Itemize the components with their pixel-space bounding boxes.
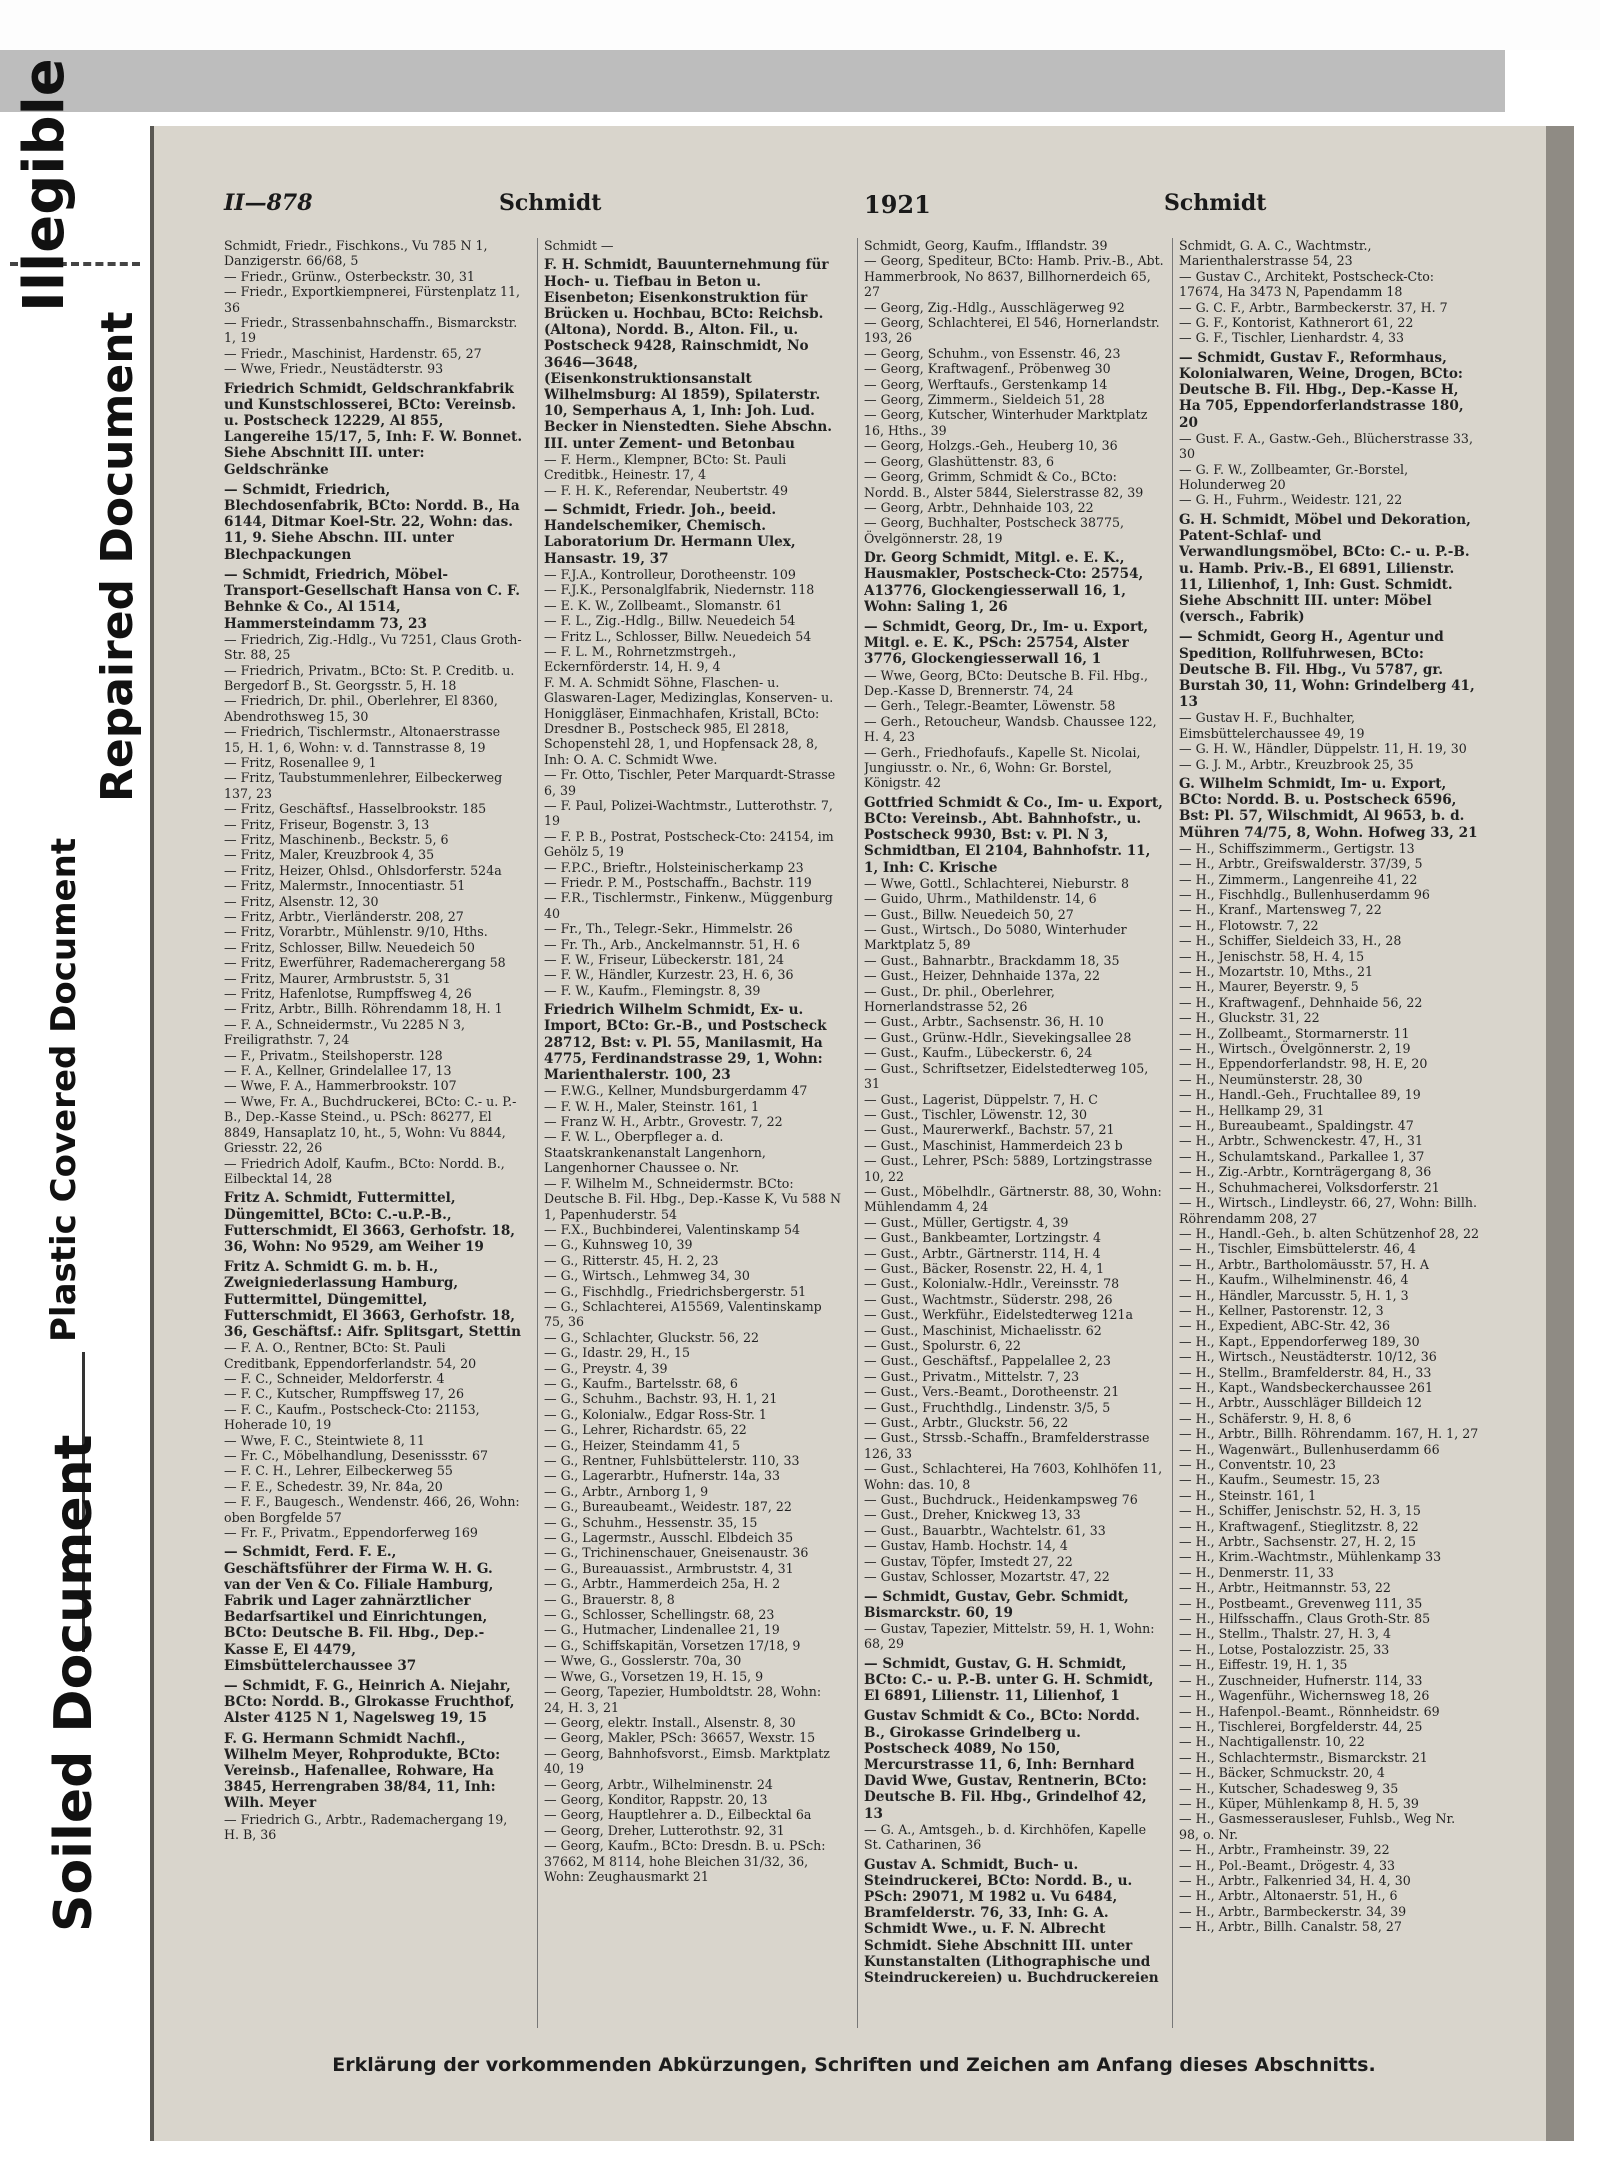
directory-entry: Schmidt —	[544, 238, 614, 253]
directory-entry: — G. C. F., Arbtr., Barmbeckerstr. 37, H. 7	[1179, 299, 1448, 315]
directory-entry: — Schmidt, Gustav F., Reformhaus, Kolonialwaren, Weine, Drogen, BCto: Deutsche B. Fil. Hbg., Dep.-Kasse H, Ha 705, Eppendorferlandstrasse 180, 20	[1179, 349, 1464, 431]
directory-entry: — G., Heizer, Steindamm 41, 5	[544, 1437, 741, 1453]
directory-entry: — H., Stellm., Bramfelderstr. 84, H., 33	[1179, 1364, 1432, 1380]
directory-entry: — Georg, Arbtr., Dehnhaide 103, 22	[864, 499, 1094, 515]
directory-entry: — G., Lagerarbtr., Hufnerstr. 14a, 33	[544, 1468, 780, 1484]
directory-entry: — Gust., Maschinist, Hammerdeich 23 b	[864, 1137, 1123, 1153]
directory-entry: Schmidt, Georg, Kaufm., Ifflandstr. 39	[864, 238, 1108, 253]
directory-entry: — H., Maurer, Beyerstr. 9, 5	[1179, 979, 1359, 995]
directory-entry: — H., Tischler, Eimsbüttelerstr. 46, 4	[1179, 1241, 1416, 1257]
directory-entry: — G. F., Kontorist, Kathnerort 61, 22	[1179, 315, 1414, 331]
directory-entry: — Friedr., Exportkiempnerei, Fürstenplatz 11, 36	[224, 284, 521, 315]
directory-entry: F. M. A. Schmidt Söhne, Flaschen- u. Glaswaren-Lager, Medizinglas, Konserven- u. Honiggläser, Einmachhafen, Kristall, BCto: Dresdner B., Postscheck 985, El 2818, Schopenstehl 28, 1, und Hopfensack 28, 8, Inh: O. A. C. Schmidt Wwe.	[544, 674, 834, 767]
directory-entry: Fritz A. Schmidt G. m. b. H., Zweigniederlassung Hamburg, Futtermittel, Düngemittel, Futterschmidt, El 3663, Gerhofstr. 18, 36, Geschäftsf.: Aifr. Splitsgart, Stettin	[224, 1259, 521, 1340]
directory-entry: — Friedr. P. M., Postschaffn., Bachstr. 119	[544, 875, 812, 890]
directory-entry: — Gustav, Schlosser, Mozartstr. 47, 22	[864, 1569, 1110, 1585]
directory-column-2	[544, 238, 844, 2028]
directory-entry: — Gustav, Töpfer, Imstedt 27, 22	[864, 1553, 1073, 1569]
directory-entry: — G., Wirtsch., Lehmweg 34, 30	[544, 1268, 750, 1284]
directory-entry: — H., Krim.-Wachtmstr., Mühlenkamp 33	[1179, 1549, 1442, 1565]
directory-entry: — G., Idastr. 29, H., 15	[544, 1345, 690, 1361]
directory-entry: — Gust., Arbtr., Sachsenstr. 36, H. 10	[864, 1014, 1104, 1030]
directory-entry: — H., Bäcker, Schmuckstr. 20, 4	[1179, 1765, 1385, 1781]
directory-entry: — H., Expedient, ABC-Str. 42, 36	[1179, 1318, 1390, 1334]
directory-entry: — H., Wirtsch., Lindleystr. 66, 27, Wohn: Billh. Röhrendamm 208, 27	[1179, 1195, 1478, 1226]
directory-entry: — F. A., Schneidermstr., Vu 2285 N 3, Freiligrathstr. 7, 24	[224, 1016, 466, 1048]
directory-entry: — Wwe, Fr. A., Buchdruckerei, BCto: C.- u. P.-B., Dep.-Kasse Steind., u. PSch: 86277, El 8849, Hansaplatz 10, ht., 5, Wohn: Vu 8844, Griesstr. 22, 26	[224, 1093, 517, 1156]
directory-entry: — Fr. Th., Arb., Anckelmannstr. 51, H. 6	[544, 936, 800, 952]
directory-entry: Friedrich Wilhelm Schmidt, Ex- u. Import, BCto: Gr.-B., und Postscheck 28712, Bst: v. Pl. 55, Manilasmit, Ha 4775, Ferdinandstrasse 29, 1, Wohn: Marienthalerstr. 100, 23	[544, 1002, 827, 1084]
directory-entry: — G., Schiffskapitän, Vorsetzen 17/18, 9	[544, 1637, 801, 1653]
directory-entry: G. H. Schmidt, Möbel und Dekoration, Patent-Schlaf- und Verwandlungsmöbel, BCto: C.- u. P.-B. u. Hamb. Priv.-B., El 6891, Lilienstr. 11, Lilienhof, 1, Inh: Gust. Schmidt. Siehe Abschnitt III. unter: Möbel (versch., Fabrik)	[1179, 511, 1471, 626]
directory-entry: — H., Hilfsschaffn., Claus Groth-Str. 85	[1179, 1611, 1431, 1627]
directory-entry: — Gust., Buchdruck., Heidenkampsweg 76	[864, 1492, 1138, 1508]
directory-entry: — H., Schuhmacherei, Volksdorferstr. 21	[1179, 1179, 1440, 1195]
directory-entry: — Gust., Müller, Gertigstr. 4, 39	[864, 1214, 1069, 1230]
directory-entry: — Friedrich Adolf, Kaufm., BCto: Nordd. B., Eilbecktal 14, 28	[224, 1155, 505, 1186]
directory-entry: — F. Herm., Klempner, BCto: St. Pauli Creditbk., Heinestr. 17, 4	[544, 451, 787, 483]
directory-entry: — Fritz, Maurer, Armbruststr. 5, 31	[224, 970, 451, 986]
directory-entry: — Georg, Spediteur, BCto: Hamb. Priv.-B., Abt. Hammerbrook, No 8637, Billhornerdeich 65, 27	[864, 253, 1164, 300]
directory-entry: — H., Schiffer, Jenischstr. 52, H. 3, 15	[1179, 1503, 1421, 1519]
directory-entry: — Friedr., Maschinist, Hardenstr. 65, 27	[224, 345, 482, 361]
directory-entry: — Friedrich, Dr. phil., Oberlehrer, El 8360, Abendrothsweg 15, 30	[224, 693, 498, 724]
directory-entry: — F. C., Schneider, Meldorferstr. 4	[224, 1370, 445, 1386]
directory-entry: — H., Schiffszimmerm., Gertigstr. 13	[1179, 840, 1415, 856]
directory-entry: — H., Arbtr., Sachsenstr. 27, H. 2, 15	[1179, 1534, 1417, 1550]
directory-entry: — G., Schuhm., Bachstr. 93, H. 1, 21	[544, 1391, 778, 1407]
directory-entry: — H., Küper, Mühlenkamp 8, H. 5, 39	[1179, 1795, 1419, 1811]
directory-entry: — H., Kraftwagenf., Stieglitzstr. 8, 22	[1179, 1518, 1419, 1534]
directory-entry: G. Wilhelm Schmidt, Im- u. Export, BCto: Nordd. B. u. Postscheck 6596, Bst: Pl. 57, Wilschmidt, Al 9653, b. d. Mühren 74/75, 8, Wohn. Hofweg 33, 21	[1179, 775, 1478, 841]
directory-entry: — F. L., Zig.-Hdlg., Billw. Neuedeich 54	[544, 613, 796, 629]
directory-entry: — H., Gluckstr. 31, 22	[1179, 1010, 1320, 1026]
running-header	[154, 190, 1554, 230]
directory-entry: — Gust., Privatm., Mittelstr. 7, 23	[864, 1368, 1080, 1384]
directory-entry: — Gust., Strssb.-Schaffn., Bramfelderstrasse 126, 33	[864, 1430, 1150, 1461]
directory-entry: — Georg, Bahnhofsvorst., Eimsb. Marktplatz 40, 19	[544, 1745, 830, 1777]
directory-entry: — H., Hellkamp 29, 31	[1179, 1102, 1325, 1118]
directory-entry: — H., Bureaubeamt., Spaldingstr. 47	[1179, 1118, 1414, 1134]
directory-entry: — Gust., Arbtr., Gärtnerstr. 114, H. 4	[864, 1245, 1101, 1261]
directory-entry: — Gust., Dreher, Knickweg 13, 33	[864, 1507, 1081, 1523]
directory-entry: — Gust., Werkführ., Eidelstedterweg 121a	[864, 1307, 1134, 1323]
header-left-name: Schmidt	[499, 190, 602, 216]
directory-entry: — G. F. W., Zollbeamter, Gr.-Borstel, Holunderweg 20	[1179, 461, 1409, 493]
directory-entry: — G., Fischhdlg., Friedrichsbergerstr. 51	[544, 1283, 807, 1299]
directory-entry: — Fritz, Maschinenb., Beckstr. 5, 6	[224, 831, 449, 847]
directory-entry: — Georg, Schuhm., von Essenstr. 46, 23	[864, 345, 1121, 361]
directory-entry: — H., Zimmerm., Langenreihe 41, 22	[1179, 871, 1418, 887]
directory-entry: — Gerh., Friedhofaufs., Kapelle St. Nicolai, Jungiusstr. o. Nr., 6, Wohn: Gr. Borstel, Königstr. 42	[864, 744, 1141, 791]
directory-entry: — Gust., Möbelhdlr., Gärtnerstr. 88, 30, Wohn: Mühlendamm 4, 24	[864, 1183, 1162, 1215]
directory-entry: — Friedr., Grünw., Osterbeckstr. 30, 31	[224, 268, 475, 284]
directory-entry: — Schmidt, Gustav, G. H. Schmidt, BCto: C.- u. P.-B. unter G. H. Schmidt, El 6891, Lilienstr. 11, Lilienhof, 1	[864, 1655, 1154, 1705]
directory-entry: — Fritz, Rosenallee 9, 1	[224, 754, 377, 770]
directory-entry: — Friedrich, Zig.-Hdlg., Vu 7251, Claus Groth-Str. 88, 25	[224, 631, 522, 663]
directory-entry: — H., Händler, Marcusstr. 5, H. 1, 3	[1179, 1287, 1409, 1303]
directory-entry: — Fr. C., Möbelhandlung, Desenissstr. 67	[224, 1448, 489, 1463]
directory-entry: — G., Lehrer, Richardstr. 65, 22	[544, 1422, 747, 1438]
directory-entry: — Gust. F. A., Gastw.-Geh., Blücherstrasse 33, 30	[1179, 430, 1473, 462]
directory-entry: — H., Kraftwagenf., Dehnhaide 56, 22	[1179, 994, 1423, 1010]
directory-entry: — F. L. M., Rohrnetzmstrgeh., Eckernförderstr. 14, H. 9, 4	[544, 643, 737, 675]
directory-entry: — Wwe, F. A., Hammerbrookstr. 107	[224, 1078, 457, 1094]
directory-entry: — G., Ritterstr. 45, H. 2, 23	[544, 1252, 719, 1268]
directory-entry: — Gust., Schlachterei, Ha 7603, Kohlhöfen 11, Wohn: das. 10, 8	[864, 1461, 1163, 1492]
scan-border	[0, 50, 1600, 112]
directory-entry: — Gustav H. F., Buchhalter, Eimsbüttelerchaussee 49, 19	[1179, 710, 1365, 741]
directory-entry: Schmidt, Friedr., Fischkons., Vu 785 N 1, Danzigerstr. 66/68, 5	[224, 238, 488, 269]
directory-entry: — Schmidt, Friedr. Joh., beeid. Handelschemiker, Chemisch. Laboratorium Dr. Hermann Ulex, Hansastr. 19, 37	[544, 502, 796, 567]
directory-entry: — Georg, Kutscher, Winterhuder Marktplatz 16, Hths., 39	[864, 407, 1148, 438]
label-soiled-document: Soiled Document	[44, 1434, 104, 1932]
directory-entry: — Gustav, Hamb. Hochstr. 14, 4	[864, 1538, 1068, 1554]
directory-entry: — F.J.A., Kontrolleur, Dorotheenstr. 109	[544, 566, 796, 582]
directory-entry: — H., Arbtr., Schwenckestr. 47, H., 31	[1179, 1133, 1423, 1149]
directory-entry: — Georg, Zig.-Hdlg., Ausschlägerweg 92	[864, 299, 1125, 315]
directory-entry: — H., Kranf., Martensweg 7, 22	[1179, 902, 1382, 918]
directory-entry: — G., Kuhnsweg 10, 39	[544, 1237, 693, 1253]
directory-entry: — F. C., Kutscher, Rumpffsweg 17, 26	[224, 1386, 464, 1402]
directory-entry: — H., Flotowstr. 7, 22	[1179, 917, 1319, 933]
directory-entry: — Georg, Schlachterei, El 546, Hornerlandstr. 193, 26	[864, 315, 1160, 346]
directory-entry: — F.J.K., Personalglfabrik, Niedernstr. 118	[544, 582, 815, 598]
directory-entry: — H., Arbtr., Greifswalderstr. 37/39, 5	[1179, 856, 1423, 872]
directory-entry: — Wwe, G., Gosslerstr. 70a, 30	[544, 1653, 742, 1669]
directory-entry: — H., Mozartstr. 10, Mths., 21	[1179, 964, 1374, 980]
directory-entry: — Georg, Buchhalter, Postscheck 38775, Övelgönnerstr. 28, 19	[864, 515, 1125, 546]
directory-entry: — H., Lotse, Postalozzistr. 25, 33	[1179, 1641, 1390, 1657]
directory-entry: — G. H. W., Händler, Düppelstr. 11, H. 19, 30	[1179, 741, 1467, 757]
directory-entry: — H., Jenischstr. 58, H. 4, 15	[1179, 948, 1365, 964]
directory-entry: — F., Privatm., Steilshoperstr. 128	[224, 1047, 443, 1063]
directory-entry: — Georg, Tapezier, Humboldtstr. 28, Wohn: 24, H. 3, 21	[544, 1684, 822, 1715]
directory-entry: — G., Kolonialw., Edgar Ross-Str. 1	[544, 1406, 767, 1422]
directory-entry: — G., Schlosser, Schellingstr. 68, 23	[544, 1607, 775, 1623]
directory-entry: — Fr. Otto, Tischler, Peter Marquardt-Strasse 6, 39	[544, 767, 836, 798]
directory-entry: — Fritz, Friseur, Bogenstr. 3, 13	[224, 816, 430, 832]
directory-entry: — E. K. W., Zollbeamt., Slomanstr. 61	[544, 597, 783, 613]
directory-entry: — Wwe, F. C., Steintwiete 8, 11	[224, 1432, 425, 1448]
directory-entry: — F.W.G., Kellner, Mundsburgerdamm 47	[544, 1083, 808, 1099]
directory-entry: Gottfried Schmidt & Co., Im- u. Export, BCto: Vereinsb., Abt. Bahnhofstr., u. Postscheck 9930, Bst: v. Pl. N 3, Schmidtban, El 2104, Bahnhofstr. 11, 1, Inh: C. Krische	[864, 794, 1163, 876]
directory-entry: — F. A., Kellner, Grindelallee 17, 13	[224, 1063, 452, 1079]
directory-entry: — Gust., Kaufm., Lübeckerstr. 6, 24	[864, 1045, 1093, 1061]
directory-entry: — F. W. L., Oberpfleger a. d. Staatskrankenanstalt Langenhorn, Langenhorner Chaussee o. Nr.	[544, 1129, 766, 1176]
column-rule	[857, 238, 858, 2028]
directory-entry: — H., Arbtr., Barmbeckerstr. 34, 39	[1179, 1903, 1407, 1919]
directory-entry: — Gust., Vers.-Beamt., Dorotheenstr. 21	[864, 1384, 1120, 1400]
directory-entry: — Fritz, Geschäftsf., Hasselbrookstr. 185	[224, 801, 487, 817]
directory-entry: — H., Handl.-Geh., Fruchtallee 89, 19	[1179, 1087, 1421, 1103]
directory-entry: — Fritz, Arbtr., Billh. Röhrendamm 18, H. 1	[224, 1001, 503, 1017]
directory-entry: — H., Stellm., Thalstr. 27, H. 3, 4	[1179, 1626, 1392, 1642]
directory-entry: — Gust., Geschäftsf., Pappelallee 2, 23	[864, 1353, 1111, 1369]
header-right-name: Schmidt	[1164, 190, 1267, 216]
directory-entry: — Gust., Maschinist, Michaelisstr. 62	[864, 1322, 1102, 1338]
top-margin	[0, 0, 1600, 50]
directory-entry: — Schmidt, Ferd. F. E., Geschäftsführer der Firma W. H. G. van der Ven & Co. Filiale Hamburg, Fabrik und Lager zahnärztlicher Bedarfsartikel und Einrichtungen, BCto: Deutsche B. Fil. Hbg., Dep.-Kasse E, El 4479, Eimsbüttelerchaussee 37	[224, 1544, 494, 1674]
directory-entry: — Fritz, Heizer, Ohlsd., Ohlsdorferstr. 524a	[224, 862, 502, 878]
directory-entry: — G. F., Tischler, Lienhardstr. 4, 33	[1179, 330, 1405, 346]
directory-entry: — H., Wagenführ., Wichernsweg 18, 26	[1179, 1688, 1430, 1704]
directory-entry: — F. W., Friseur, Lübeckerstr. 181, 24	[544, 952, 784, 968]
directory-entry: — Gustav, Tapezier, Mittelstr. 59, H. 1, Wohn: 68, 29	[864, 1620, 1155, 1652]
directory-entry: — G., Schlachter, Gluckstr. 56, 22	[544, 1329, 759, 1345]
directory-entry: — G., Rentner, Fuhlsbüttelerstr. 110, 33	[544, 1453, 800, 1469]
directory-entry: — G., Arbtr., Hammerdeich 25a, H. 2	[544, 1576, 781, 1592]
directory-entry: — Friedrich, Tischlermstr., Altonaerstrasse 15, H. 1, 6, Wohn: v. d. Tannstrasse 8, 19	[224, 724, 501, 755]
directory-entry: — G., Trichinenschauer, Gneisenaustr. 36	[544, 1545, 809, 1561]
directory-entry: — Fr. F., Privatm., Eppendorferweg 169	[224, 1525, 478, 1541]
directory-entry: — Fritz, Arbtr., Vierländerstr. 208, 27	[224, 909, 464, 925]
label-strip	[0, 58, 148, 2177]
directory-entry: — H., Kaufm., Wilhelminenstr. 46, 4	[1179, 1272, 1409, 1288]
directory-entry: — F. W., Kaufm., Flemingstr. 8, 39	[544, 982, 761, 998]
directory-entry: — Gust., Spolurstr. 6, 22	[864, 1338, 1021, 1353]
directory-entry: — G. H., Fuhrm., Weidestr. 121, 22	[1179, 492, 1403, 508]
directory-entry: — Georg, elektr. Install., Alsenstr. 8, 30	[544, 1714, 796, 1730]
directory-entry: — Gust., Lagerist, Düppelstr. 7, H. C	[864, 1091, 1098, 1107]
directory-entry: — Gust., Heizer, Dehnhaide 137a, 22	[864, 968, 1101, 984]
directory-entry: Schmidt, G. A. C., Wachtmstr., Marienthalerstrasse 54, 23	[1179, 238, 1372, 269]
directory-entry: — Fr., Th., Telegr.-Sekr., Himmelstr. 26	[544, 921, 793, 937]
directory-entry: — H., Arbtr., Ausschläger Billdeich 12	[1179, 1395, 1422, 1411]
directory-entry: — H., Schulamtskand., Parkallee 1, 37	[1179, 1148, 1425, 1164]
directory-entry: — F.X., Buchbinderei, Valentinskamp 54	[544, 1221, 800, 1237]
directory-entry: — Georg, Grimm, Schmidt & Co., BCto: Nordd. B., Alster 5844, Sielerstrasse 82, 39	[864, 469, 1144, 500]
directory-entry: — H., Schiffer, Sieldeich 33, H., 28	[1179, 933, 1402, 949]
directory-entry: Gustav Schmidt & Co., BCto: Nordd. B., Girokasse Grindelberg u. Postscheck 4089, No 150, Mercurstrasse 11, 6, Inh: Bernhard David Wwe, Gustav, Rentnerin, BCto: Deutsche B. Fil. Hbg., Grindelhof 42, 13	[864, 1708, 1147, 1822]
directory-entry: — Gust., Billw. Neuedeich 50, 27	[864, 906, 1074, 922]
directory-entry: — H., Kutscher, Schadesweg 9, 35	[1179, 1780, 1399, 1796]
scan-border-corner	[1505, 50, 1600, 112]
directory-entry: — Gust., Tischler, Löwenstr. 12, 30	[864, 1106, 1087, 1122]
directory-entry: — Schmidt, Georg H., Agentur und Spedition, Rollfuhrwesen, BCto: Deutsche B. Fil. Hbg., Vu 5787, gr. Burstah 30, 11, Wohn: Grindelberg 41, 13	[1179, 629, 1475, 711]
directory-entry: — Gust., Schriftsetzer, Eidelstedterweg 105, 31	[864, 1060, 1149, 1092]
directory-entry: — F. E., Schedestr. 39, Nr. 84a, 20	[224, 1478, 443, 1494]
directory-entry: — Fritz, Malermstr., Innocentiastr. 51	[224, 878, 466, 894]
directory-entry: — Schmidt, Friedrich, Blechdosenfabrik, BCto: Nordd. B., Ha 6144, Ditmar Koel-Str. 22, Wohn: das. 11, 9. Siehe Abschn. III. unter Blechpackungen	[224, 481, 520, 563]
directory-entry: — Fritz, Taubstummenlehrer, Eilbeckerweg 137, 23	[224, 770, 503, 801]
directory-entry: — H., Eppendorferlandstr. 98, H. E, 20	[1179, 1056, 1428, 1072]
directory-entry: — H., Kapt., Wandsbeckerchaussee 261	[1179, 1379, 1433, 1395]
directory-entry: — F.R., Tischlermstr., Finkenw., Müggenburg 40	[544, 890, 833, 921]
directory-entry: — H., Arbtr., Billh. Röhrendamm. 167, H. 1, 27	[1179, 1426, 1479, 1442]
directory-entry: — H., Zig.-Arbtr., Kornträgergang 8, 36	[1179, 1164, 1432, 1180]
directory-entry: — H., Denmerstr. 11, 33	[1179, 1564, 1334, 1580]
directory-entry: — G. A., Amtsgeh., b. d. Kirchhöfen, Kapelle St. Catharinen, 36	[864, 1821, 1147, 1853]
directory-entry: — Georg, Makler, PSch: 36657, Wexstr. 15	[544, 1730, 816, 1746]
directory-entry: Dr. Georg Schmidt, Mitgl. e. E. K., Hausmakler, Postscheck-Cto: 25754, A13776, Glockengiesserwall 16, 1, Wohn: Saling 1, 26	[864, 550, 1144, 615]
directory-entry: — H., Conventstr. 10, 23	[1179, 1457, 1336, 1473]
directory-entry: — H., Postbeamt., Grevenweg 111, 35	[1179, 1595, 1423, 1611]
header-year: 1921	[864, 190, 931, 219]
directory-entry: — Fritz, Alsenstr. 12, 30	[224, 893, 379, 909]
label-illegible: Illegible	[12, 58, 77, 312]
directory-entry: — G., Preystr. 4, 39	[544, 1360, 668, 1376]
directory-entry: — H., Arbtr., Heitmannstr. 53, 22	[1179, 1580, 1391, 1596]
directory-entry: — Fritz, Vorarbtr., Mühlenstr. 9/10, Hths.	[224, 924, 488, 940]
directory-entry: — Gerh., Telegr.-Beamter, Löwenstr. 58	[864, 698, 1116, 714]
directory-entry: — G., Bureaubeamt., Weidestr. 187, 22	[544, 1499, 792, 1515]
directory-entry: — F. Paul, Polizei-Wachtmstr., Lutterothstr. 7, 19	[544, 797, 833, 829]
directory-entry: — Wwe, Friedr., Neustädterstr. 93	[224, 361, 444, 377]
directory-entry: — Wwe, Georg, BCto: Deutsche B. Fil. Hbg., Dep.-Kasse D, Brennerstr. 74, 24	[864, 667, 1148, 698]
directory-entry: F. G. Hermann Schmidt Nachfl., Wilhelm Meyer, Rohprodukte, BCto: Vereinsb., Hafenallee, Rohware, Ha 3845, Herrengraben 38/84, 11, Inh: Wilh. Meyer	[224, 1730, 501, 1812]
directory-entry: Gustav A. Schmidt, Buch- u. Steindruckerei, BCto: Nordd. B., u. PSch: 29071, M 1982 u. Vu 6484, Bramfelderstr. 76, 33, Inh: G. A. Schmidt Wwe., u. F. N. Albrecht Schmidt. Siehe Abschnitt III. unter Kunstanstalten (Lithographische und Steindruckereien) u. Buchdruckereien	[864, 1856, 1159, 1986]
directory-entry: — G., Hutmacher, Lindenallee 21, 19	[544, 1622, 780, 1638]
directory-entry: — Georg, Zimmerm., Sieldeich 51, 28	[864, 392, 1105, 408]
directory-entry: Fritz A. Schmidt, Futtermittel, Düngemittel, BCto: C.-u.P.-B., Futterschmidt, El 3663, Gerhofstr. 18, 36, Wohn: No 9529, am Weiher 19	[224, 1190, 516, 1255]
directory-entry: — Schmidt, F. G., Heinrich A. Niejahr, BCto: Nordd. B., Glrokasse Fruchthof, Alster 4125 N 1, Nagelsweg 19, 15	[224, 1678, 515, 1727]
directory-entry: — H., Schäferstr. 9, H. 8, 6	[1179, 1410, 1352, 1426]
directory-entry: — Georg, Konditor, Rappstr. 20, 13	[544, 1791, 768, 1807]
directory-entry: — Gust., Fruchthdlg., Lindenstr. 3/5, 5	[864, 1399, 1111, 1415]
directory-entry: — H., Nachtigallenstr. 10, 22	[1179, 1734, 1365, 1750]
directory-entry: — H., Arbtr., Falkenried 34, H. 4, 30	[1179, 1872, 1411, 1888]
directory-entry: — H., Arbtr., Altonaerstr. 51, H., 6	[1179, 1888, 1398, 1904]
directory-entry: — G., Bureauassist., Armbruststr. 4, 31	[544, 1560, 794, 1576]
directory-entry: Friedrich Schmidt, Geldschrankfabrik und Kunstschlosserei, BCto: Vereinsb. u. Postscheck 12229, Al 855, Langereihe 15/17, 5, Inh: F. W. Bonnet. Siehe Abschnitt III. unter: Geldschränke	[224, 380, 523, 478]
directory-entry: — Georg, Kaufm., BCto: Dresdn. B. u. PSch: 37662, M 8114, hohe Bleichen 31/32, 36, Wohn: Zeughausmarkt 21	[544, 1838, 826, 1884]
page-number: II—878	[224, 190, 313, 216]
directory-entry: — F. P. B., Postrat, Postscheck-Cto: 24154, im Gehölz 5, 19	[544, 828, 834, 860]
directory-entry: — Fritz L., Schlosser, Billw. Neuedeich 54	[544, 628, 812, 644]
directory-entry: — Wwe, Gottl., Schlachterei, Nieburstr. 8	[864, 875, 1129, 891]
directory-entry: — Georg, Glashüttenstr. 83, 6	[864, 453, 1054, 469]
directory-entry: — Gust., Wachtmstr., Süderstr. 298, 26	[864, 1291, 1113, 1307]
directory-entry: — H., Handl.-Geh., b. alten Schützenhof 28, 22	[1179, 1225, 1479, 1241]
directory-entry: — Gust., Arbtr., Gluckstr. 56, 22	[864, 1415, 1069, 1431]
directory-entry: — H., Wagenwärt., Bullenhuserdamm 66	[1179, 1441, 1440, 1457]
directory-entry: — H., Arbtr., Bartholomäusstr. 57, H. A	[1179, 1256, 1429, 1272]
directory-column-3	[864, 238, 1164, 2028]
directory-entry: — H., Kellner, Pastorenstr. 12, 3	[1179, 1302, 1384, 1318]
scanned-page	[150, 126, 1574, 2141]
column-rule	[1172, 238, 1173, 2028]
directory-entry: — H., Arbtr., Billh. Canalstr. 58, 27	[1179, 1919, 1402, 1935]
footer-note: Erklärung der vorkommenden Abkürzungen, Schriften und Zeichen am Anfang dieses Abschnitts.	[332, 2054, 1376, 2076]
directory-entry: — G., Lagermstr., Ausschl. Elbdeich 35	[544, 1530, 794, 1546]
directory-entry: — Gust., Dr. phil., Oberlehrer, Hornerlandstrasse 52, 26	[864, 983, 1055, 1015]
directory-entry: — F. C. H., Lehrer, Eilbeckerweg 55	[224, 1463, 453, 1479]
directory-entry: — F.P.C., Brieftr., Holsteinischerkamp 23	[544, 859, 804, 875]
directory-entry: — H., Eiffestr. 19, H. 1, 35	[1179, 1657, 1348, 1673]
directory-entry: — Gust., Bankbeamter, Lortzingstr. 4	[864, 1230, 1101, 1246]
directory-entry: — G., Kaufm., Bartelsstr. 68, 6	[544, 1375, 738, 1391]
directory-entry: — Fritz, Hafenlotse, Rumpffsweg 4, 26	[224, 986, 472, 1002]
directory-column-1	[224, 238, 524, 2028]
label-plastic-covered-document: Plastic Covered Document	[44, 837, 84, 1342]
directory-entry: — Gust., Maurerwerkf., Bachstr. 57, 21	[864, 1122, 1115, 1138]
directory-entry: — H., Kapt., Eppendorferweg 189, 30	[1179, 1333, 1420, 1349]
directory-entry: — G. J. M., Arbtr., Kreuzbrook 25, 35	[1179, 756, 1414, 772]
directory-entry: — G., Schuhm., Hessenstr. 35, 15	[544, 1514, 758, 1530]
directory-entry: — Gustav C., Architekt, Postscheck-Cto: 17674, Ha 3473 N, Papendamm 18	[1179, 268, 1435, 300]
directory-entry: — Fritz, Ewerführer, Rademacherergang 58	[224, 955, 506, 971]
directory-entry: — Gust., Kolonialw.-Hdlr., Vereinsstr. 78	[864, 1276, 1120, 1292]
directory-entry: — Gerh., Retoucheur, Wandsb. Chaussee 122, H. 4, 23	[864, 713, 1157, 745]
directory-entry: — H., Arbtr., Framheinstr. 39, 22	[1179, 1842, 1390, 1858]
directory-entry: — H., Wirtsch., Neustädterstr. 10/12, 36	[1179, 1349, 1437, 1365]
directory-entry: — F. A. O., Rentner, BCto: St. Pauli Creditbank, Eppendorferlandstr. 54, 20	[224, 1340, 477, 1371]
directory-entry: — Gust., Bäcker, Rosenstr. 22, H. 4, 1	[864, 1260, 1105, 1276]
directory-entry: — Fritz, Schlosser, Billw. Neuedeich 50	[224, 939, 475, 955]
directory-entry: — Gust., Lehrer, PSch: 5889, Lortzingstrasse 10, 22	[864, 1153, 1153, 1184]
directory-entry: — H., Gasmesserausleser, Fuhlsb., Weg Nr. 98, o. Nr.	[1179, 1811, 1456, 1842]
directory-entry: — G., Brauerstr. 8, 8	[544, 1591, 675, 1607]
directory-entry: — Georg, Arbtr., Wilhelminenstr. 24	[544, 1776, 773, 1792]
directory-entry: — H., Wirtsch., Övelgönnerstr. 2, 19	[1179, 1041, 1411, 1057]
directory-entry: — Wwe, G., Vorsetzen 19, H. 15, 9	[544, 1668, 764, 1684]
directory-entry: — F. Wilhelm M., Schneidermstr. BCto: Deutsche B. Fil. Hbg., Dep.-Kasse K, Vu 588 N 1, Papenhuderstr. 54	[544, 1175, 842, 1222]
directory-entry: — Fritz, Maler, Kreuzbrook 4, 35	[224, 847, 435, 863]
book-spine-edge	[1546, 126, 1574, 2141]
directory-entry: — H., Kaufm., Seumestr. 15, 23	[1179, 1472, 1381, 1488]
directory-entry: — F. C., Kaufm., Postscheck-Cto: 21153, Hoherade 10, 19	[224, 1401, 480, 1433]
directory-entry: — Schmidt, Georg, Dr., Im- u. Export, Mitgl. e. E. K., PSch: 25754, Alster 3776, Glockengiesserwall 16, 1	[864, 618, 1149, 668]
directory-entry: — Friedrich G., Arbtr., Rademachergang 19, H. B, 36	[224, 1811, 508, 1843]
directory-entry: — F. H. K., Referendar, Neubertstr. 49	[544, 482, 789, 498]
directory-entry: — Schmidt, Gustav, Gebr. Schmidt, Bismarckstr. 60, 19	[864, 1588, 1129, 1621]
directory-entry: — H., Schlachtermstr., Bismarckstr. 21	[1179, 1749, 1428, 1765]
directory-column-4	[1179, 238, 1479, 2028]
directory-entry: — Gust., Bahnarbtr., Brackdamm 18, 35	[864, 952, 1120, 968]
directory-entry: — Friedr., Strassenbahnschaffn., Bismarckstr. 1, 19	[224, 315, 518, 346]
directory-entry: — Gust., Grünw.-Hdlr., Sievekingsallee 28	[864, 1029, 1132, 1045]
directory-entry: — Gust., Bauarbtr., Wachtelstr. 61, 33	[864, 1522, 1106, 1538]
directory-entry: — G., Arbtr., Arnborg 1, 9	[544, 1483, 709, 1499]
directory-entry: — Franz W. H., Arbtr., Grovestr. 7, 22	[544, 1114, 783, 1130]
directory-entry: — F. F., Baugesch., Wendenstr. 466, 26, Wohn: oben Borgfelde 57	[224, 1494, 520, 1525]
directory-entry: — H., Neumünsterstr. 28, 30	[1179, 1071, 1363, 1087]
directory-entry: — Georg, Holzgs.-Geh., Heuberg 10, 36	[864, 438, 1118, 454]
directory-entry: — H., Zuschneider, Hufnerstr. 114, 33	[1179, 1672, 1423, 1688]
directory-entry: — H., Hafenpol.-Beamt., Rönnheidstr. 69	[1179, 1703, 1440, 1719]
directory-entry: — G., Schlachterei, A15569, Valentinskamp 75, 36	[544, 1298, 822, 1330]
directory-entry: — F. W. H., Maler, Steinstr. 161, 1	[544, 1098, 760, 1114]
directory-entry: — Georg, Werftaufs., Gerstenkamp 14	[864, 376, 1108, 392]
directory-entry: F. H. Schmidt, Bauunternehmung für Hoch- u. Tiefbau in Beton u. Eisenbeton; Eisenkonstruktion für Brücken u. Hochbau, BCto: Reichsb. (Altona), Nordd. B., Alton. Fil., u. Postscheck 9428, Rainschmidt, No 3646—3648, (Eisenkonstruktionsanstalt Wilhelmsburg: Al 1859), Spilaterstr. 10, Semperhaus A, 1, Inh: Joh. Lud. Becker in Nienstedten. Siehe Abschn. III. unter Zement- und Betonbau	[544, 257, 833, 452]
directory-entry: — F. W., Händler, Kurzestr. 23, H. 6, 36	[544, 967, 794, 983]
directory-entry: — Georg, Hauptlehrer a. D., Eilbecktal 6a	[544, 1807, 812, 1823]
column-rule	[537, 238, 538, 2028]
directory-entry: — Georg, Dreher, Lutterothstr. 92, 31	[544, 1822, 785, 1838]
directory-entry: — Guido, Uhrm., Mathildenstr. 14, 6	[864, 891, 1097, 907]
directory-entry: — Georg, Kraftwagenf., Pröbenweg 30	[864, 361, 1111, 377]
directory-entry: — H., Tischlerei, Borgfelderstr. 44, 25	[1179, 1718, 1423, 1734]
directory-entry: — H., Steinstr. 161, 1	[1179, 1487, 1317, 1503]
directory-entry: — H., Zollbeamt., Stormarnerstr. 11	[1179, 1025, 1410, 1041]
directory-entry: — Friedrich, Privatm., BCto: St. P. Creditb. u. Bergedorf B., St. Georgsstr. 5, H. 18	[224, 662, 515, 693]
label-repaired-document: Repaired Document	[92, 311, 143, 802]
directory-entry: — Schmidt, Friedrich, Möbel-Transport-Gesellschaft Hansa von C. F. Behnke & Co., Al 1514, Hammersteindamm 73, 23	[224, 566, 521, 632]
directory-entry: — H., Fischhdlg., Bullenhuserdamm 96	[1179, 886, 1430, 902]
directory-entry: — Gust., Wirtsch., Do 5080, Winterhuder Marktplatz 5, 89	[864, 922, 1127, 953]
directory-entry: — H., Pol.-Beamt., Drögestr. 4, 33	[1179, 1857, 1396, 1873]
